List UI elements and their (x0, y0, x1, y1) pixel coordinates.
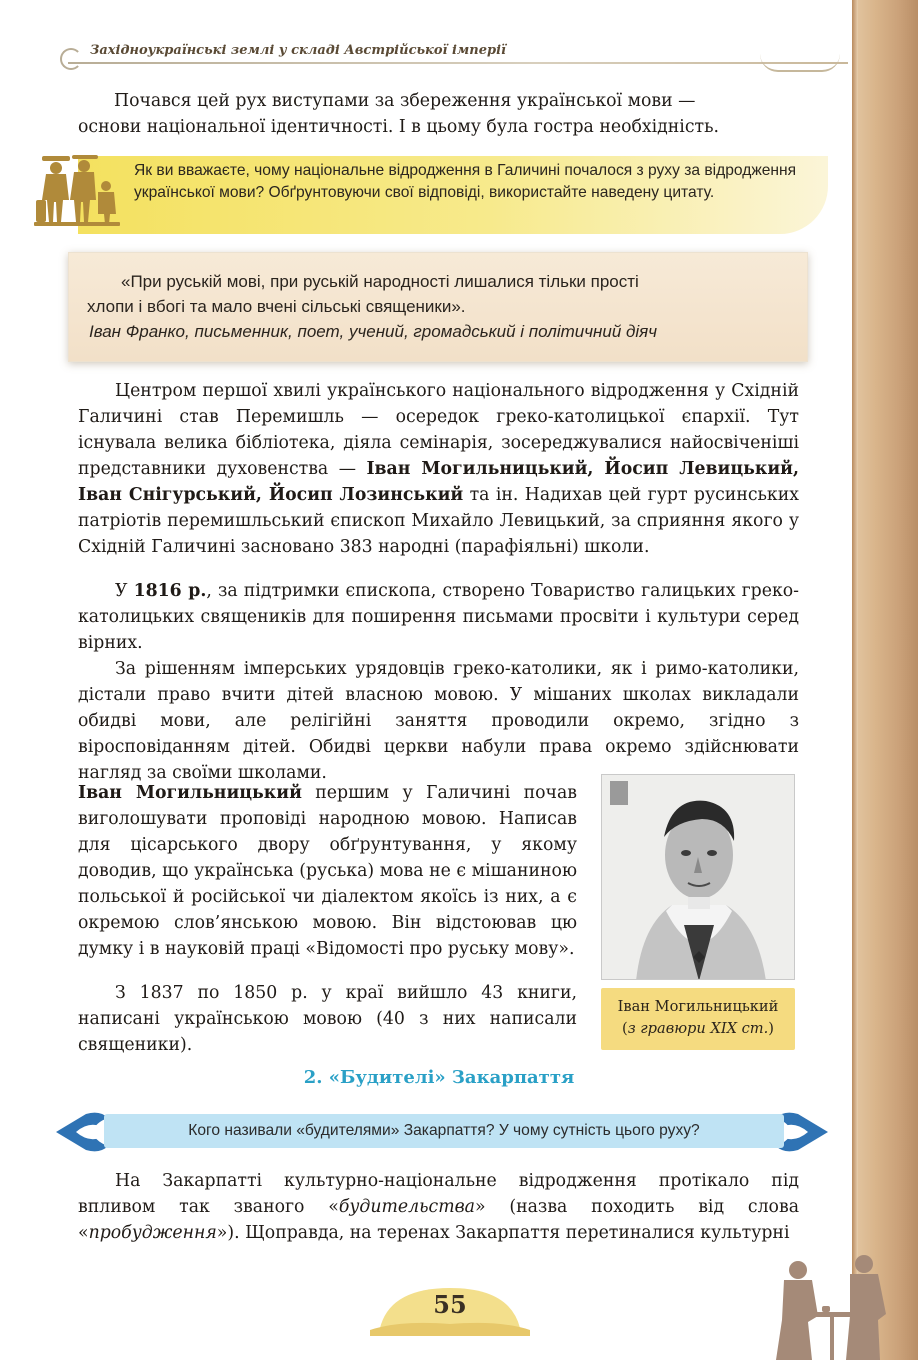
tea-party-figures-icon (764, 1248, 894, 1360)
portrait-caption (601, 988, 795, 1050)
header-ornament-left (60, 48, 82, 70)
paragraph-peremyshl: Центром першої хвилі українського національного відродження у Східній Галичині став Перемишль — осередок греко-католицької єпархії. Тут існувала велика бібліотека, діяла семінарія, зосереджувалися найосвіченіші представники духовенства — Іван Могильницький, Йосип Левицький, Іван Снігурський, Йосип Лозинський та ін. Надихав цей гурт русинських патріотів перемишльський єпископ Михайло Левицький, за сприяння якого у Східній Галичині засновано 383 народні (парафіяльні) школи. (78, 381, 799, 557)
question-banner (56, 1106, 828, 1158)
caption-source: (з гравюри XIX ст.) (622, 1020, 774, 1037)
caption-name: Іван Могильницький (617, 998, 779, 1015)
quote-block (68, 252, 808, 362)
quote-author: Іван Франко, письменник, поет, учений, громадський і політичний діяч (89, 322, 658, 341)
intro-line-1: Почався цей рух виступами за збереження української мови — (114, 91, 696, 111)
page-number: 55 (433, 1290, 467, 1319)
portrait-engraving (602, 775, 795, 980)
quote-line-2: хлопи і вбогі та мало вчені сільські священики». (87, 297, 466, 316)
mohylnytsky-name: Іван Могильницький (78, 783, 302, 803)
paragraph-books: З 1837 по 1850 р. у краї вийшло 43 книги, написані українською мовою (40 з них написали священики). (78, 983, 577, 1055)
term-budytelstvo: будительства (338, 1197, 475, 1217)
paragraph-mohylnytsky: Іван Могильницький першим у Галичині почав виголошувати проповіді народною мовою. Написав для цісарського двору обґрунтування, у якому доводив, що українська (руська) мова не є мішаниною польської й російської чи діалектом якоїсь із них, а є окремою слов’янською мовою. Він відстоював цю думку і в науковій праці «Відомості про руську мову». (78, 783, 577, 959)
banner-question: Кого називали «будителями» Закарпаття? У чому сутність цього руху? (188, 1122, 700, 1139)
discussion-group-icon (34, 152, 120, 228)
intro-line-2: основи національної ідентичності. І в цьому була гостра необхідність. (78, 117, 719, 137)
portrait-image (601, 774, 795, 980)
header-rule (68, 62, 848, 64)
quote-line-1: «При руській мові, при руській народності лишалися тільки прості (121, 272, 639, 291)
paragraph-imperial-decision: За рішенням імперських урядовців греко-католики, як і римо-католики, дістали право вчити дітей власною мовою. У мішаних школах викладали обидві мови, але релігійні заняття проводили окремо, згідно з віросповіданням дітей. Обидві церкви набули права окремо здійснювати нагляд за своїми школами. (78, 659, 799, 783)
paragraph-1816: У 1816 р., за підтримки єпископа, створено Товариство галицьких греко-католицьких священиків для поширення письмами просвіти і культури серед вірних. (78, 581, 800, 653)
question-box (28, 152, 828, 236)
page-number-badge (370, 1280, 530, 1336)
term-probudzhennia: пробудження (88, 1223, 217, 1243)
running-header (60, 40, 850, 74)
year-1816: 1816 р. (133, 581, 207, 601)
header-ornament-right (760, 54, 840, 72)
page-edge-decoration (852, 0, 918, 1360)
paragraph-zakarpattia: На Закарпатті культурно-національне відродження протікало під впливом так званого «будительства» (назва походить від слова «пробудження»). Щоправда, на теренах Закарпаття перетиналися культурні (78, 1171, 799, 1243)
question-text: Як ви вважаєте, чому національне відродження в Галичині почалося з руху за відродження української мови? Обґрунтовуючи свої відповіді, використайте наведену цитату. (134, 162, 797, 201)
clergy-names: Іван Могильницький, Йосип Левицький, Іван Снігурський, Йосип Лозинський (78, 459, 799, 505)
section-heading: 2. «Будителі» Закарпаття (303, 1067, 575, 1088)
header-title: Західноукраїнські землі у складі Австрійської імперії (90, 43, 506, 58)
